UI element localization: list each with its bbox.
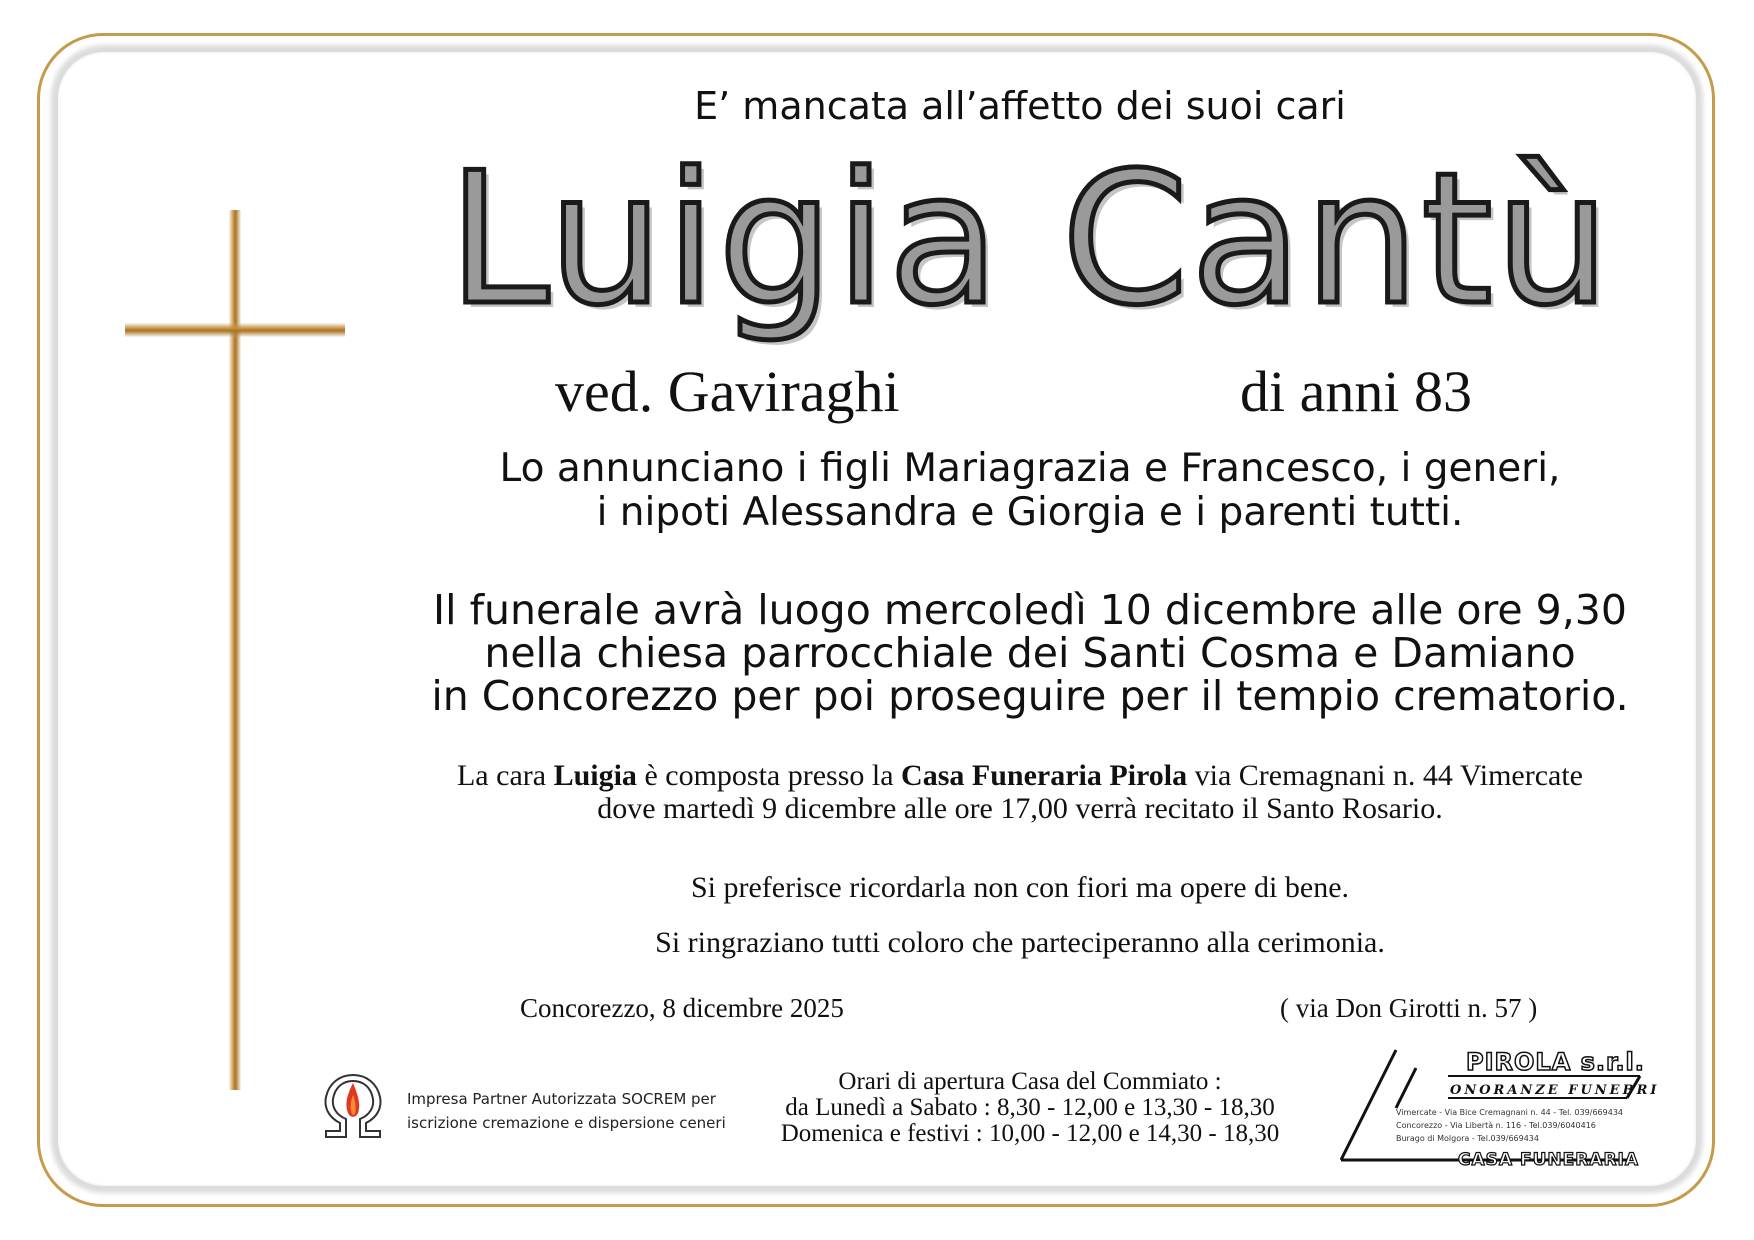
age: di anni 83 [1240,359,1472,424]
socrem-logo-icon [318,1069,388,1143]
pirola-address-1: Vimercate - Via Bice Cremagnani n. 44 - Tel. 039/669434 [1396,1108,1623,1117]
viewing-line-2: dove martedì 9 dicembre alle ore 17,00 verrà recitato il Santo Rosario. [597,792,1443,825]
hours-weekdays: da Lunedì a Sabato : 8,30 - 12,00 e 13,30 - 18,30 [785,1094,1275,1121]
family-line-2: i nipoti Alessandra e Giorgia e i parenti tutti. [596,490,1464,535]
viewing-place: Casa Funeraria Pirola [901,759,1188,792]
hours-holidays: Domenica e festivi : 10,00 - 12,00 e 14,30 - 18,30 [780,1120,1280,1147]
funeral-line-1: Il funerale avrà luogo mercoledì 10 dicembre alle ore 9,30 [433,586,1627,634]
intro-text: E’ mancata all’affetto dei suoi cari [694,84,1346,128]
viewing-post: via Cremagnani n. 44 Vimercate [1187,759,1583,792]
pirola-title: PIROLA s.r.l. [1466,1048,1645,1076]
socrem-line-1: Impresa Partner Autorizzata SOCREM per [407,1090,716,1108]
home-address: ( via Don Girotti n. 57 ) [1280,993,1538,1023]
thanks-note: Si ringraziano tutti coloro che parteciperanno alla cerimonia. [655,926,1385,959]
deceased-name: Luigia Cantù [447,133,1613,345]
pirola-address-2: Concorezzo - Via Libertà n. 116 - Tel.039/6040416 [1396,1121,1596,1130]
pirola-subtitle: ONORANZE FUNEBRI [1450,1083,1660,1098]
family-line-1: Lo annunciano i figli Mariagrazia e Francesco, i generi, [499,446,1561,491]
viewing-pre: La cara [456,759,554,792]
viewing-mid: è composta presso la [636,759,902,792]
flowers-note: Si preferisce ricordarla non con fiori ma opere di bene. [690,871,1350,904]
widow-of: ved. Gaviraghi [555,359,900,424]
place-date: Concorezzo, 8 dicembre 2025 [520,993,844,1023]
cross-vertical-bar [229,210,241,1090]
viewing-line-1 [340,759,1700,793]
viewing-name: Luigia [553,759,637,792]
hours-title: Orari di apertura Casa del Commiato : [838,1068,1222,1095]
socrem-line-2: iscrizione cremazione e dispersione ceneri [407,1114,726,1132]
funeral-line-3: in Concorezzo per poi proseguire per il tempio crematorio. [431,672,1629,720]
cross-horizontal-bar [125,323,345,337]
funeral-line-2: nella chiesa parrocchiale dei Santi Cosma e Damiano [484,629,1576,677]
pirola-footer: CASA FUNERARIA [1458,1150,1640,1170]
pirola-address-3: Burago di Molgora - Tel.039/669434 [1396,1134,1539,1143]
